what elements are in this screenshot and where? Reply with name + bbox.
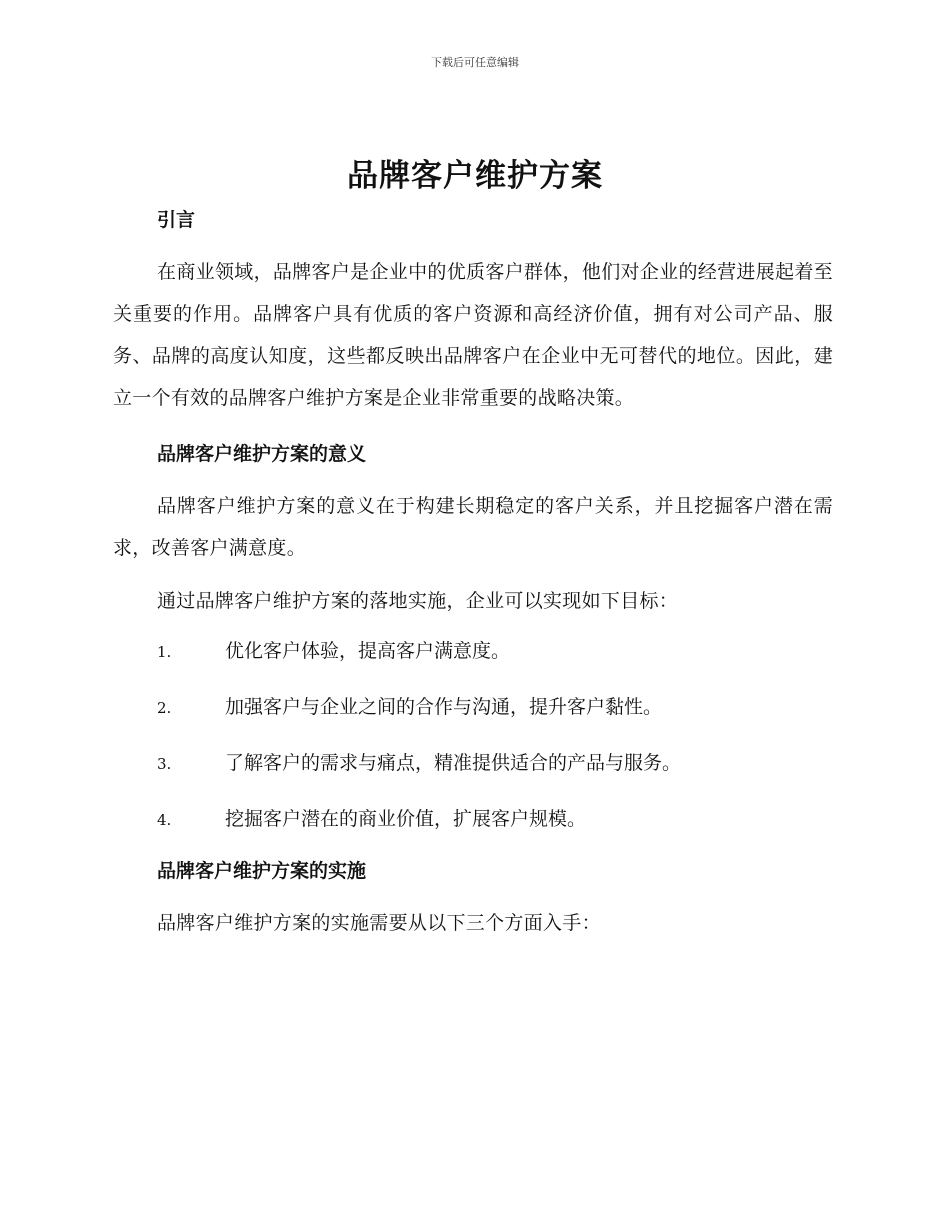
list-item <box>113 680 833 736</box>
section-heading-significance: 品牌客户维护方案的意义 <box>157 443 367 465</box>
section-heading-implementation: 品牌客户维护方案的实施 <box>157 860 367 882</box>
document-body <box>113 203 833 944</box>
implementation-paragraph: 品牌客户维护方案的实施需要从以下三个方面入手： <box>157 912 601 934</box>
goals-intro-paragraph: 通过品牌客户维护方案的落地实施，企业可以实现如下目标： <box>157 590 679 612</box>
intro-paragraph: 在商业领域，品牌客户是企业中的优质客户群体，他们对企业的经营进展起着至关重要的作用。品牌客户具有优质的客户资源和高经济价值，拥有对公司产品、服务、品牌的高度认知度，这些都反映出品牌客户在企业中无可替代的地位。因此，建立一个有效的品牌客户维护方案是企业非常重要的战略决策。 <box>113 261 833 409</box>
section-heading-intro: 引言 <box>157 209 196 231</box>
list-item <box>113 792 833 848</box>
list-item-text: 优化客户体验，提高客户满意度。 <box>225 640 511 662</box>
goals-list <box>113 624 833 848</box>
list-item-text: 挖掘客户潜在的商业价值，扩展客户规模。 <box>225 808 587 830</box>
list-item-text: 加强客户与企业之间的合作与沟通，提升客户黏性。 <box>225 696 663 718</box>
document-title: 品牌客户维护方案 <box>347 158 603 194</box>
list-item-number: 1. <box>157 643 172 661</box>
header-note: 下载后可任意编辑 <box>431 56 519 69</box>
list-item-number: 4. <box>157 811 172 829</box>
list-item <box>113 624 833 680</box>
list-item-text: 了解客户的需求与痛点，精准提供适合的产品与服务。 <box>225 752 682 774</box>
list-item-number: 3. <box>157 755 172 773</box>
list-item <box>113 736 833 792</box>
list-item-number: 2. <box>157 699 172 717</box>
significance-paragraph: 品牌客户维护方案的意义在于构建长期稳定的客户关系，并且挖掘客户潜在需求，改善客户满意度。 <box>113 495 833 559</box>
